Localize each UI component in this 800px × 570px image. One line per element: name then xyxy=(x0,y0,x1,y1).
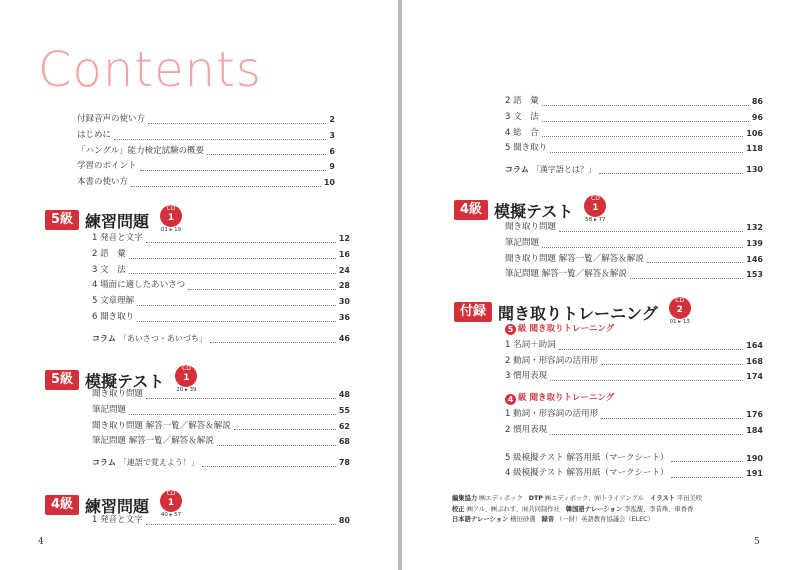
section-title: 練習問題 xyxy=(85,211,150,231)
entry-title: 聞き取り問題 解答一覧／解答＆解説 xyxy=(505,253,644,264)
entry-title: 5 文章理解 xyxy=(92,296,135,307)
entry-title: 2 動詞・形容詞の活用形 xyxy=(505,355,599,366)
leader-dots xyxy=(210,342,336,343)
page-ref: 191 xyxy=(746,469,763,479)
page-ref: 62 xyxy=(338,421,350,431)
toc-entry xyxy=(505,338,763,354)
section-list xyxy=(92,387,350,471)
toc-entry xyxy=(505,220,763,236)
leader-dots xyxy=(188,289,336,290)
page-ref: 80 xyxy=(338,516,350,525)
entry-title: 4 級模擬テスト 解答用紙（マークシート） xyxy=(505,468,669,479)
toc-entry xyxy=(92,278,350,294)
entry-title: 5 聞き取り xyxy=(505,143,548,154)
toc-entry xyxy=(92,403,350,419)
entry-title: 2 語 彙 xyxy=(505,96,539,106)
page-number: 4 xyxy=(38,537,44,547)
entry-title: 「漢字語とは？」 xyxy=(531,165,596,175)
entry-title: 4 場面に適したあいさつ xyxy=(92,280,186,291)
leader-dots xyxy=(146,242,336,243)
toc-entry xyxy=(505,466,763,482)
level-badge: 5級 xyxy=(45,210,79,230)
intro-list xyxy=(77,112,335,191)
toc-entry xyxy=(92,247,350,263)
toc-entry xyxy=(92,419,350,435)
leader-dots xyxy=(146,524,336,525)
section-list xyxy=(92,513,350,529)
page-ref: 106 xyxy=(746,128,763,138)
page-ref: 146 xyxy=(746,254,763,264)
page-ref: 139 xyxy=(746,238,763,248)
leader-dots xyxy=(601,418,743,419)
toc-entry xyxy=(505,252,763,268)
credits xyxy=(452,494,772,526)
credit-line: 日本語ナレーション 横田砂選 録音 （一財）英語教育協議会（ELEC） xyxy=(452,516,654,523)
cd-icon: CD 2 01 ▸ 13 xyxy=(669,297,690,325)
right-page xyxy=(402,0,800,570)
cd-icon: CD 1 20 ▸ 39 xyxy=(176,365,197,393)
leader-dots xyxy=(140,170,327,171)
leader-dots xyxy=(647,262,744,263)
cd-icon: CD 1 58 ▸ 77 xyxy=(585,195,606,223)
leader-dots xyxy=(671,461,743,462)
column-label: コラム xyxy=(505,165,529,175)
leader-dots xyxy=(137,321,336,322)
cd-icon: CD 1 40 ▸ 57 xyxy=(160,490,182,518)
toc-entry xyxy=(77,159,335,175)
leader-dots xyxy=(207,154,326,155)
leader-dots xyxy=(542,105,749,106)
leader-dots xyxy=(129,258,336,259)
page-ref: 24 xyxy=(338,265,350,275)
entry-title: 筆記問題 xyxy=(505,237,540,248)
toc-entry xyxy=(92,231,350,247)
toc-entry xyxy=(505,407,763,423)
entry-title: 筆記問題 xyxy=(92,404,127,415)
leader-dots xyxy=(599,173,743,174)
credit-line: 校正 ㈱アル、㈱ぷれす、㈲共同制作社 韓国語ナレーション 李泓馥、李昔珠、車香香 xyxy=(452,505,694,513)
page-ref: 55 xyxy=(338,405,350,415)
entry-title: 3 慣用表現 xyxy=(505,371,548,382)
entry-title: 聞き取り問題 xyxy=(505,222,557,232)
entry-title: 「あいさつ・あいづち」 xyxy=(118,333,207,343)
leader-dots xyxy=(217,445,336,446)
entry-title: 1 発音と文字 xyxy=(92,515,143,525)
toc-entry xyxy=(505,141,763,157)
leader-dots xyxy=(542,247,743,248)
entry-title: 3 文 法 xyxy=(505,111,539,122)
page-ref: 118 xyxy=(746,144,763,154)
section-list xyxy=(505,94,763,178)
page-ref: 174 xyxy=(746,372,763,382)
leader-dots xyxy=(671,477,743,478)
page-ref: 184 xyxy=(746,425,763,435)
page-ref: 36 xyxy=(338,312,350,322)
section-title: 聞き取りトレーニング xyxy=(498,303,658,323)
subsection-heading: 5 級 聞き取りトレーニング xyxy=(505,322,763,338)
section-title: 模擬テスト xyxy=(494,201,574,221)
entry-title: 「ハングル」能力検定試験の概要 xyxy=(77,145,205,156)
leader-dots xyxy=(146,398,336,399)
toc-entry xyxy=(77,175,335,191)
entry-title: 聞き取り問題 xyxy=(92,389,144,399)
toc-entry xyxy=(92,387,350,403)
entry-title: 本書の使い方 xyxy=(77,177,129,188)
entry-title: 2 慣用表現 xyxy=(505,424,548,435)
page-ref: 130 xyxy=(746,165,763,175)
toc-entry xyxy=(77,128,335,144)
page-number: 5 xyxy=(754,537,760,547)
leader-dots xyxy=(129,273,336,274)
leader-dots xyxy=(131,186,321,187)
entry-title: 3 文 法 xyxy=(92,264,126,275)
page-title: Contents xyxy=(38,42,262,98)
page-ref: 153 xyxy=(746,270,763,280)
leader-dots xyxy=(202,466,336,467)
page-ref: 176 xyxy=(746,409,763,419)
page-ref: 16 xyxy=(338,249,350,259)
section-list xyxy=(505,220,763,283)
leader-dots xyxy=(550,152,743,153)
toc-entry xyxy=(505,354,763,370)
page-ref: 168 xyxy=(746,356,763,366)
leader-dots xyxy=(630,278,744,279)
column-label: コラム xyxy=(92,333,116,343)
page-ref: 96 xyxy=(751,112,763,122)
page-ref: 86 xyxy=(751,97,763,106)
leader-dots xyxy=(114,139,326,140)
page-ref: 12 xyxy=(338,234,350,243)
level-badge: 4級 xyxy=(45,495,79,515)
toc-entry xyxy=(92,294,350,310)
leader-dots xyxy=(601,364,743,365)
leader-dots xyxy=(550,380,743,381)
toc-entry xyxy=(505,369,763,385)
page-ref: 6 xyxy=(329,146,335,156)
cd-icon: CD 1 01 ▸ 19 xyxy=(160,205,182,233)
toc-entry xyxy=(505,110,763,126)
page-ref: 2 xyxy=(329,115,335,124)
page-ref: 190 xyxy=(746,453,763,463)
entry-title: 筆記問題 解答一覧／解答＆解説 xyxy=(505,269,627,280)
toc-entry xyxy=(92,310,350,326)
leader-dots xyxy=(234,429,336,430)
toc-entry xyxy=(92,434,350,450)
toc-entry xyxy=(505,423,763,439)
column-entry xyxy=(92,455,350,471)
toc-entry xyxy=(92,263,350,279)
column-entry xyxy=(92,331,350,347)
entry-title: 4 総 合 xyxy=(505,127,539,138)
level-badge: 5級 xyxy=(45,370,79,390)
page-ref: 68 xyxy=(338,437,350,447)
leader-dots xyxy=(559,231,743,232)
entry-title: 筆記問題 解答一覧／解答＆解説 xyxy=(92,436,214,447)
toc-entry xyxy=(505,94,763,110)
entry-title: はじめに xyxy=(77,129,112,140)
page-ref: 78 xyxy=(338,458,350,468)
entry-title: 1 発音と文字 xyxy=(92,233,143,243)
entry-title: 学習のポイント xyxy=(77,161,137,172)
level-badge: 4級 xyxy=(454,200,488,220)
column-label: コラム xyxy=(92,458,116,468)
page-ref: 164 xyxy=(746,340,763,350)
entry-title: 「連語で覚えよう！」 xyxy=(118,458,199,468)
entry-title: 聞き取り問題 解答一覧／解答＆解説 xyxy=(92,420,231,431)
leader-dots xyxy=(148,123,326,124)
page-ref: 46 xyxy=(338,333,350,343)
page-ref: 30 xyxy=(338,297,350,307)
section-title: 練習問題 xyxy=(85,496,150,516)
toc-entry xyxy=(505,236,763,252)
leader-dots xyxy=(550,434,743,435)
page-ref: 9 xyxy=(329,162,335,172)
toc-entry xyxy=(77,112,335,128)
leader-dots xyxy=(129,414,336,415)
page-ref: 48 xyxy=(338,390,350,399)
entry-title: 付録音声の使い方 xyxy=(77,114,146,124)
entry-title: 1 名詞＋助詞 xyxy=(505,339,556,350)
appendix-badge: 付録 xyxy=(454,302,492,322)
toc-entry xyxy=(92,513,350,529)
leader-dots xyxy=(137,305,336,306)
leader-dots xyxy=(559,349,744,350)
toc-entry xyxy=(505,451,763,467)
page-ref: 3 xyxy=(329,130,335,140)
section-list xyxy=(92,231,350,347)
page-ref: 10 xyxy=(323,178,335,188)
credit-line: 編集協力 ㈱エディボック DTP ㈱エディボック、㈲トライアングル イラスト 平田美咲 xyxy=(452,495,703,502)
subsection-heading: 4 級 聞き取りトレーニング xyxy=(505,391,763,407)
entry-title: 1 動詞・形容詞の活用形 xyxy=(505,408,599,419)
page-ref: 132 xyxy=(746,223,763,232)
toc-entry xyxy=(505,126,763,142)
section-list xyxy=(505,322,763,482)
toc-entry xyxy=(505,267,763,283)
section-title: 模擬テスト xyxy=(85,371,165,391)
left-page xyxy=(0,0,398,570)
column-entry xyxy=(505,162,763,178)
leader-dots xyxy=(542,136,744,137)
entry-title: 5 級模擬テスト 解答用紙（マークシート） xyxy=(505,452,669,463)
entry-title: 6 聞き取り xyxy=(92,311,135,322)
page-ref: 28 xyxy=(338,281,350,291)
entry-title: 2 語 彙 xyxy=(92,248,126,259)
leader-dots xyxy=(542,121,749,122)
toc-entry xyxy=(77,144,335,160)
